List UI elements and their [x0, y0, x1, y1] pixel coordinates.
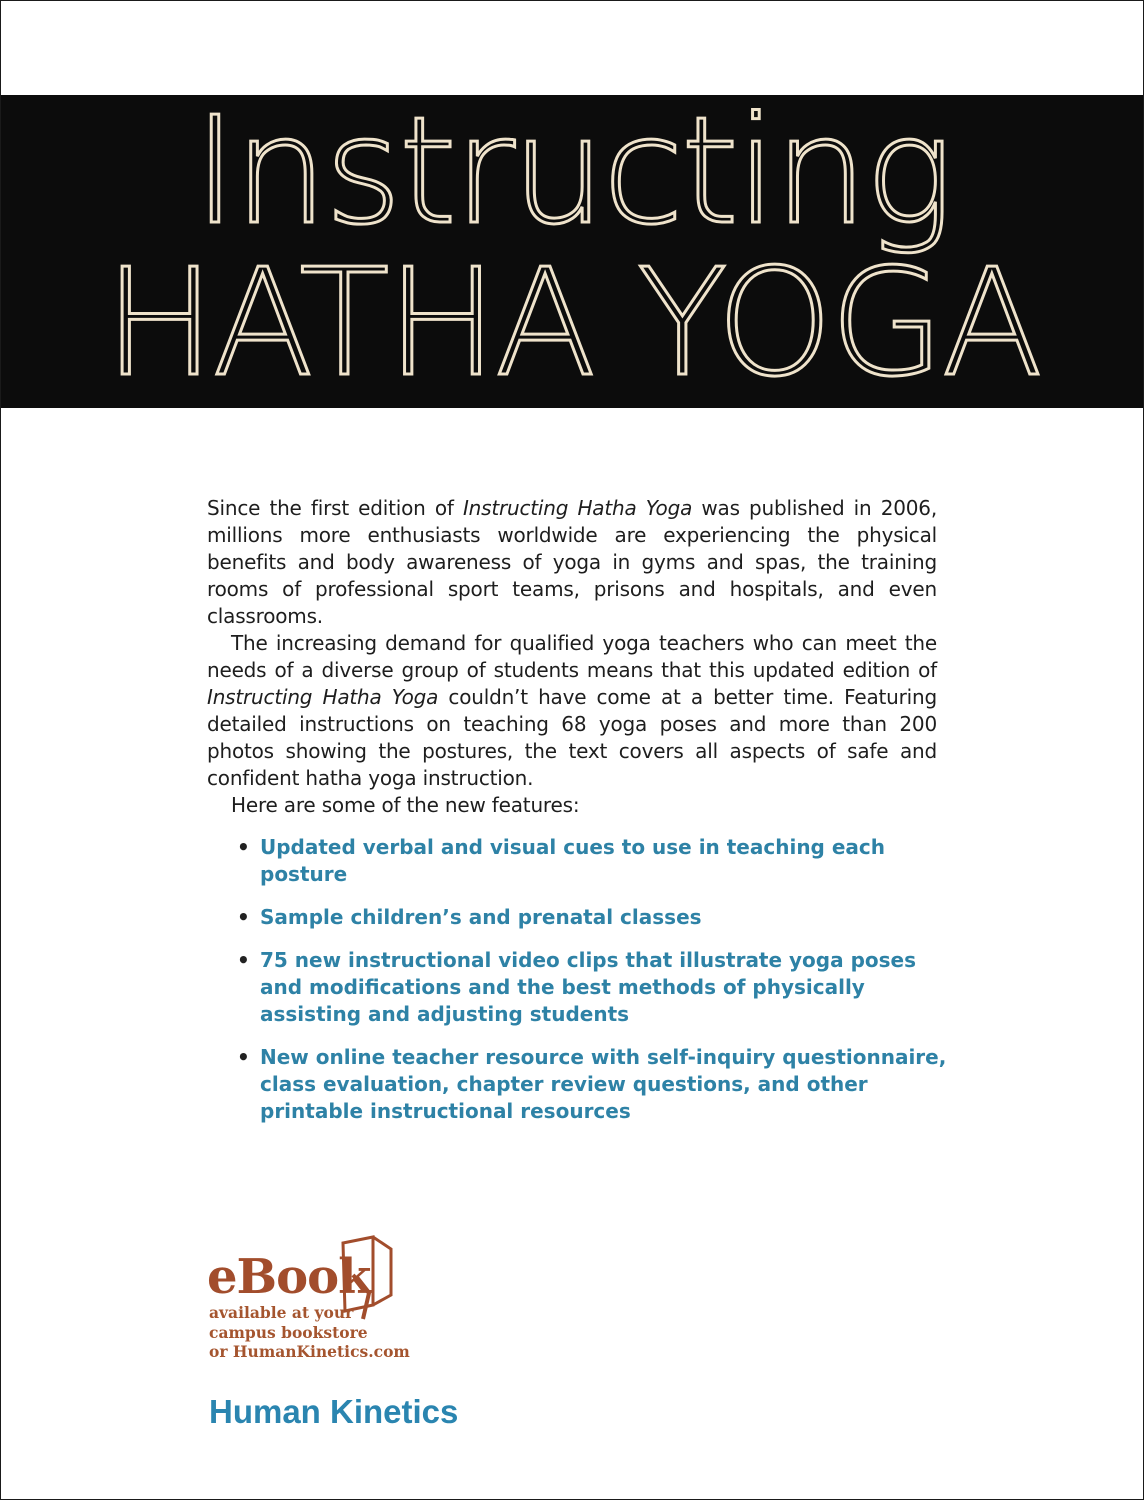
- publisher-name: Human Kinetics: [209, 1393, 459, 1430]
- p1-text-end: was published in 2006, millions more enthusiasts worldwide are experiencing the physical benefits and body awareness of yoga in gyms and spas, the training rooms of professional sport teams, prisons and hospitals, and even classrooms.: [207, 496, 937, 628]
- bullet-icon: •: [237, 835, 250, 859]
- ebook-line-3: or HumanKinetics.com: [209, 1342, 410, 1361]
- ebook-badge: [207, 1235, 417, 1365]
- feature-list: [237, 834, 947, 1141]
- feature-text: New online teacher resource with self-inquiry questionnaire, class evaluation, chapter review questions, and other printable instructional resources: [260, 1045, 947, 1123]
- title-line-instructing: Instructing: [193, 85, 951, 257]
- ebook-title: eBook: [207, 1249, 371, 1305]
- p1-book-title: Instructing Hatha Yoga: [462, 496, 693, 520]
- p2-text-end: couldn’t have come at a better time. Featuring detailed instructions on teaching 68 yoga poses and more than 200 photos showing the postures, the text covers all aspects of safe and confident hatha yoga instruction.: [207, 685, 937, 790]
- bullet-icon: •: [237, 905, 250, 929]
- p2-text-start: The increasing demand for qualified yoga teachers who can meet the needs of a diverse group of students means that this updated edition of: [207, 631, 937, 682]
- feature-item: [237, 834, 947, 888]
- feature-item: [237, 1044, 947, 1125]
- feature-item: [237, 904, 947, 931]
- p2-book-title: Instructing Hatha Yoga: [207, 685, 439, 709]
- feature-text: Updated verbal and visual cues to use in teaching each posture: [260, 835, 885, 886]
- bullet-icon: •: [237, 1045, 250, 1069]
- feature-text: Sample children’s and prenatal classes: [260, 905, 702, 929]
- bullet-icon: •: [237, 948, 250, 972]
- description-paragraph-3: Here are some of the new features:: [231, 793, 580, 817]
- ebook-availability: [209, 1303, 410, 1362]
- description-paragraph-2: [207, 630, 937, 792]
- description: [207, 495, 937, 819]
- p1-text-start: Since the first edition of: [207, 496, 463, 520]
- title-line-hatha-yoga: HATHA YOGA: [104, 237, 1040, 409]
- ebook-line-2: campus bookstore: [209, 1322, 368, 1342]
- feature-text: 75 new instructional video clips that illustrate yoga poses and modifications and the best methods of physically assisting and adjusting students: [260, 948, 917, 1026]
- feature-item: [237, 947, 947, 1028]
- ebook-line-1: available at your: [209, 1303, 354, 1322]
- description-paragraph-1: [207, 495, 937, 630]
